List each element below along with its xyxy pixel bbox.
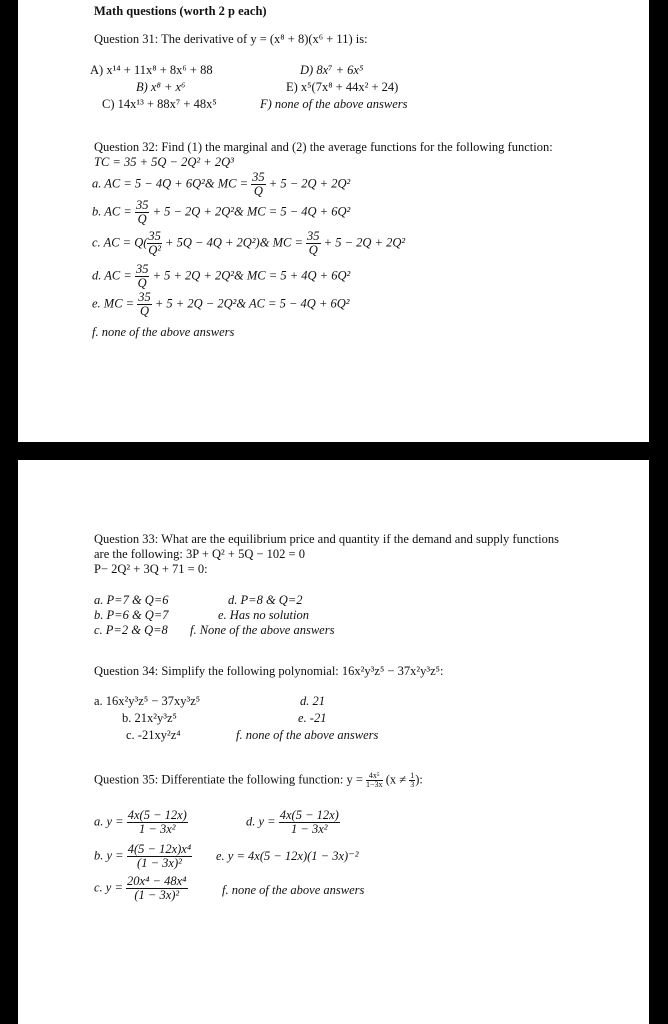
page-2 — [18, 460, 649, 1024]
q32-tc: TC = 35 + 5Q − 2Q² + 2Q³ — [94, 155, 234, 169]
q31-option-c: C) 14x¹³ + 88x⁷ + 48x⁵ — [102, 97, 217, 111]
q32-stem: Question 32: Find (1) the marginal and (2) the average functions for the following function: — [94, 140, 553, 154]
q33-option-e: e. Has no solution — [218, 608, 309, 622]
q31-option-b: B) x⁸ + x⁶ — [136, 80, 186, 94]
q33-stem-line-1: Question 33: What are the equilibrium price and quantity if the demand and supply functions — [94, 532, 559, 546]
q35-option-e: e. y = 4x(5 − 12x)(1 − 3x)⁻² — [216, 849, 359, 863]
q34-option-a: a. 16x²y³z⁵ − 37xy³z⁵ — [94, 694, 201, 708]
q32-option-e: e. MC = $\frac{35}{Q}$ + 5 + 2Q − 2Q²& AC = 5 − 4Q + 6Q² — [92, 290, 350, 318]
q33-option-a: a. P=7 & Q=6 — [94, 593, 169, 607]
q33-stem-line-3: P− 2Q² + 3Q + 71 = 0: — [94, 562, 208, 576]
q35-option-f: f. none of the above answers — [222, 883, 365, 897]
q33-option-b: b. P=6 & Q=7 — [94, 608, 169, 622]
header: Math questions (worth 2 p each) — [94, 4, 267, 18]
q31-stem: Question 31: The derivative of y = (x⁸ + 8)(x⁶ + 11) is: — [94, 32, 368, 46]
q35-option-c: c. y = $\frac{\text{20x⁴ − 48x⁴}}{\text{(1 − 3x)²}}$ — [94, 874, 187, 902]
q31-option-f: F) none of the above answers — [260, 97, 408, 111]
q32-option-f: f. none of the above answers — [92, 325, 235, 339]
q33-option-c: c. P=2 & Q=8 — [94, 623, 168, 637]
q35-option-d: d. y = $\frac{4x(5 - 12x)}{\text{1 − 3x²}}$ — [246, 808, 339, 836]
q35-option-b: b. y = $\frac{\text{4(5 − 12x)x⁴}}{\text{(1 − 3x)²}}$ — [94, 842, 192, 870]
q32-option-c: c. AC = Q( $\frac{35}{\text{Q²}}$ + 5Q − 4Q + 2Q²)& MC = $\frac{35}{Q}$ + 5 − 2Q + 2Q² — [92, 229, 406, 257]
q34-stem: Question 34: Simplify the following polynomial: 16x²y³z⁵ − 37x²y³z⁵: — [94, 664, 444, 678]
q33-stem-line-2: are the following: 3P + Q² + 5Q − 102 = 0 — [94, 547, 305, 561]
q31-option-d: D) 8x⁷ + 6x⁵ — [300, 63, 364, 77]
q33-option-d: d. P=8 & Q=2 — [228, 593, 303, 607]
q35-stem: Question 35: Differentiate the following function: y = $\frac{\text{4x⁵}}{1-3x}$ (x ≠ $\frac{1}{3}$ ): — [94, 771, 423, 789]
q32-option-a: a. AC = 5 − 4Q + 6Q²& MC = $\frac{35}{Q}$ + 5 − 2Q + 2Q² — [92, 170, 351, 198]
page-1 — [18, 0, 649, 442]
q32-option-b: b. AC = $\frac{35}{Q}$ + 5 − 2Q + 2Q²& MC = 5 − 4Q + 6Q² — [92, 198, 351, 226]
q34-option-d: d. 21 — [300, 694, 325, 708]
q35-option-a: a. y = $\frac{4x(5 - 12x)}{\text{1 − 3x²}}$ — [94, 808, 187, 836]
q32-option-d: d. AC = $\frac{35}{Q}$ + 5 + 2Q + 2Q²& MC = 5 + 4Q + 6Q² — [92, 262, 351, 290]
q31-option-e: E) x⁵(7x⁸ + 44x² + 24) — [286, 80, 399, 94]
q31-option-a: A) x¹⁴ + 11x⁸ + 8x⁶ + 88 — [90, 63, 213, 77]
q34-option-b: b. 21x²y³z⁵ — [122, 711, 177, 725]
q34-option-f: f. none of the above answers — [236, 728, 379, 742]
q34-option-e: e. -21 — [298, 711, 327, 725]
q34-option-c: c. -21xy²z⁴ — [126, 728, 181, 742]
q33-option-f: f. None of the above answers — [190, 623, 335, 637]
